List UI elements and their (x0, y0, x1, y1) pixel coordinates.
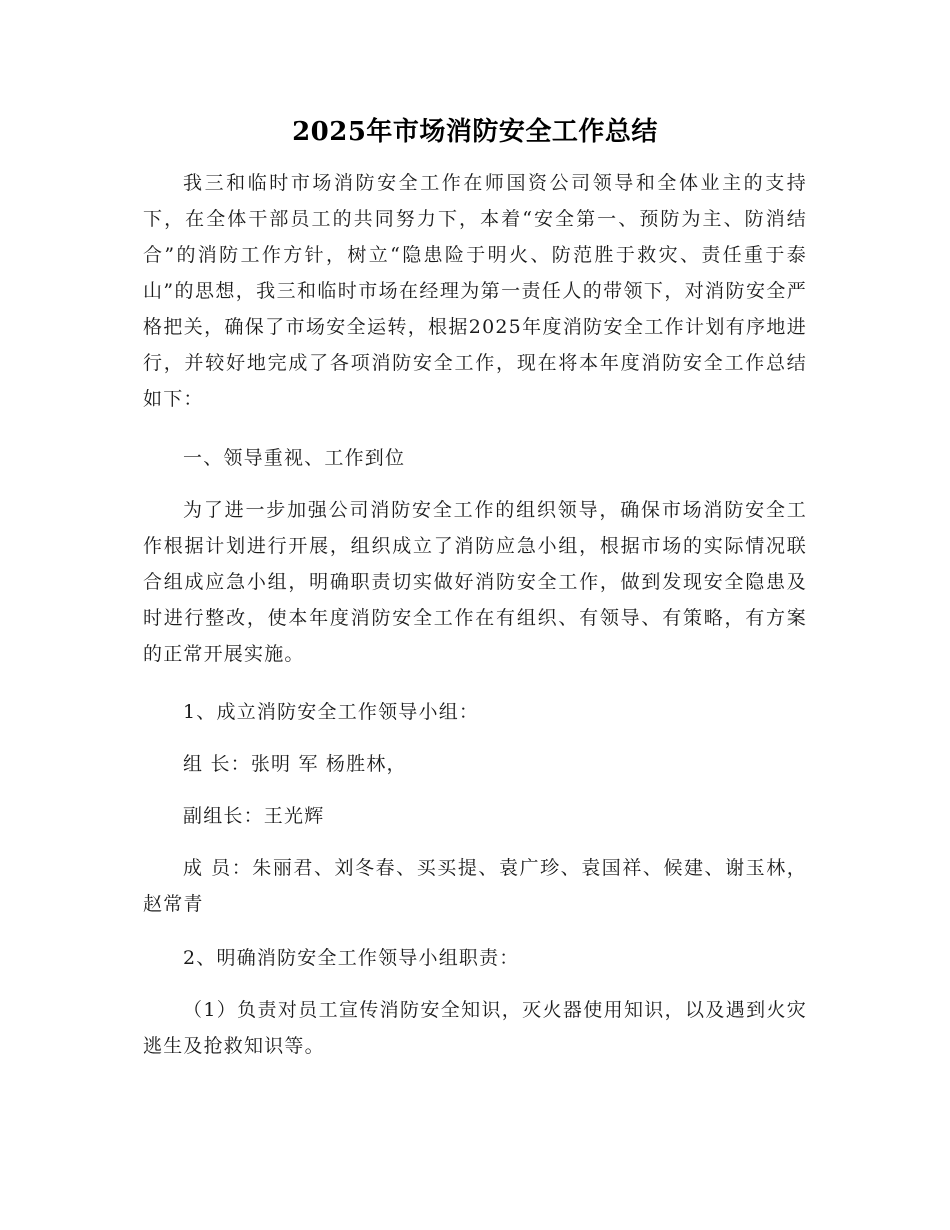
deputy-leader-line: 副组长：王光辉 (183, 805, 325, 827)
members-line: 成 员：朱丽君、刘冬春、买买提、袁广珍、袁国祥、候建、谢玉林，赵常青 (143, 857, 807, 915)
item-1-heading: 1、成立消防安全工作领导小组： (183, 701, 480, 723)
duty-1-paragraph: （1）负责对员工宣传消防安全知识，灭火器使用知识，以及遇到火灾逃生及抢救知识等。 (143, 999, 807, 1057)
section-1-paragraph: 为了进一步加强公司消防安全工作的组织领导，确保市场消防安全工作根据计划进行开展，组织成立了消防应急小组，根据市场的实际情况联合组成应急小组，明确职责切实做好消防安全工作，做到发现安全隐患及时进行整改，使本年度消防安全工作在有组织、有领导、有策略，有方案的正常开展实施。 (143, 499, 807, 665)
section-heading-1: 一、领导重视、工作到位 (183, 447, 406, 469)
document-title: 2025年市场消防安全工作总结 (292, 117, 658, 147)
group-leader-line: 组 长：张明 军 杨胜林， (183, 753, 407, 775)
item-2-heading: 2、明确消防安全工作领导小组职责： (183, 947, 520, 969)
intro-paragraph: 我三和临时市场消防安全工作在师国资公司领导和全体业主的支持下，在全体干部员工的共同努力下，本着“安全第一、预防为主、防消结合”的消防工作方针，树立“隐患险于明火、防范胜于救灾、责任重于泰山”的思想，我三和临时市场在经理为第一责任人的带领下，对消防安全严格把关，确保了市场安全运转，根据2025年度消防安全工作计划有序地进行，并较好地完成了各项消防安全工作，现在将本年度消防安全工作总结如下： (143, 172, 807, 410)
